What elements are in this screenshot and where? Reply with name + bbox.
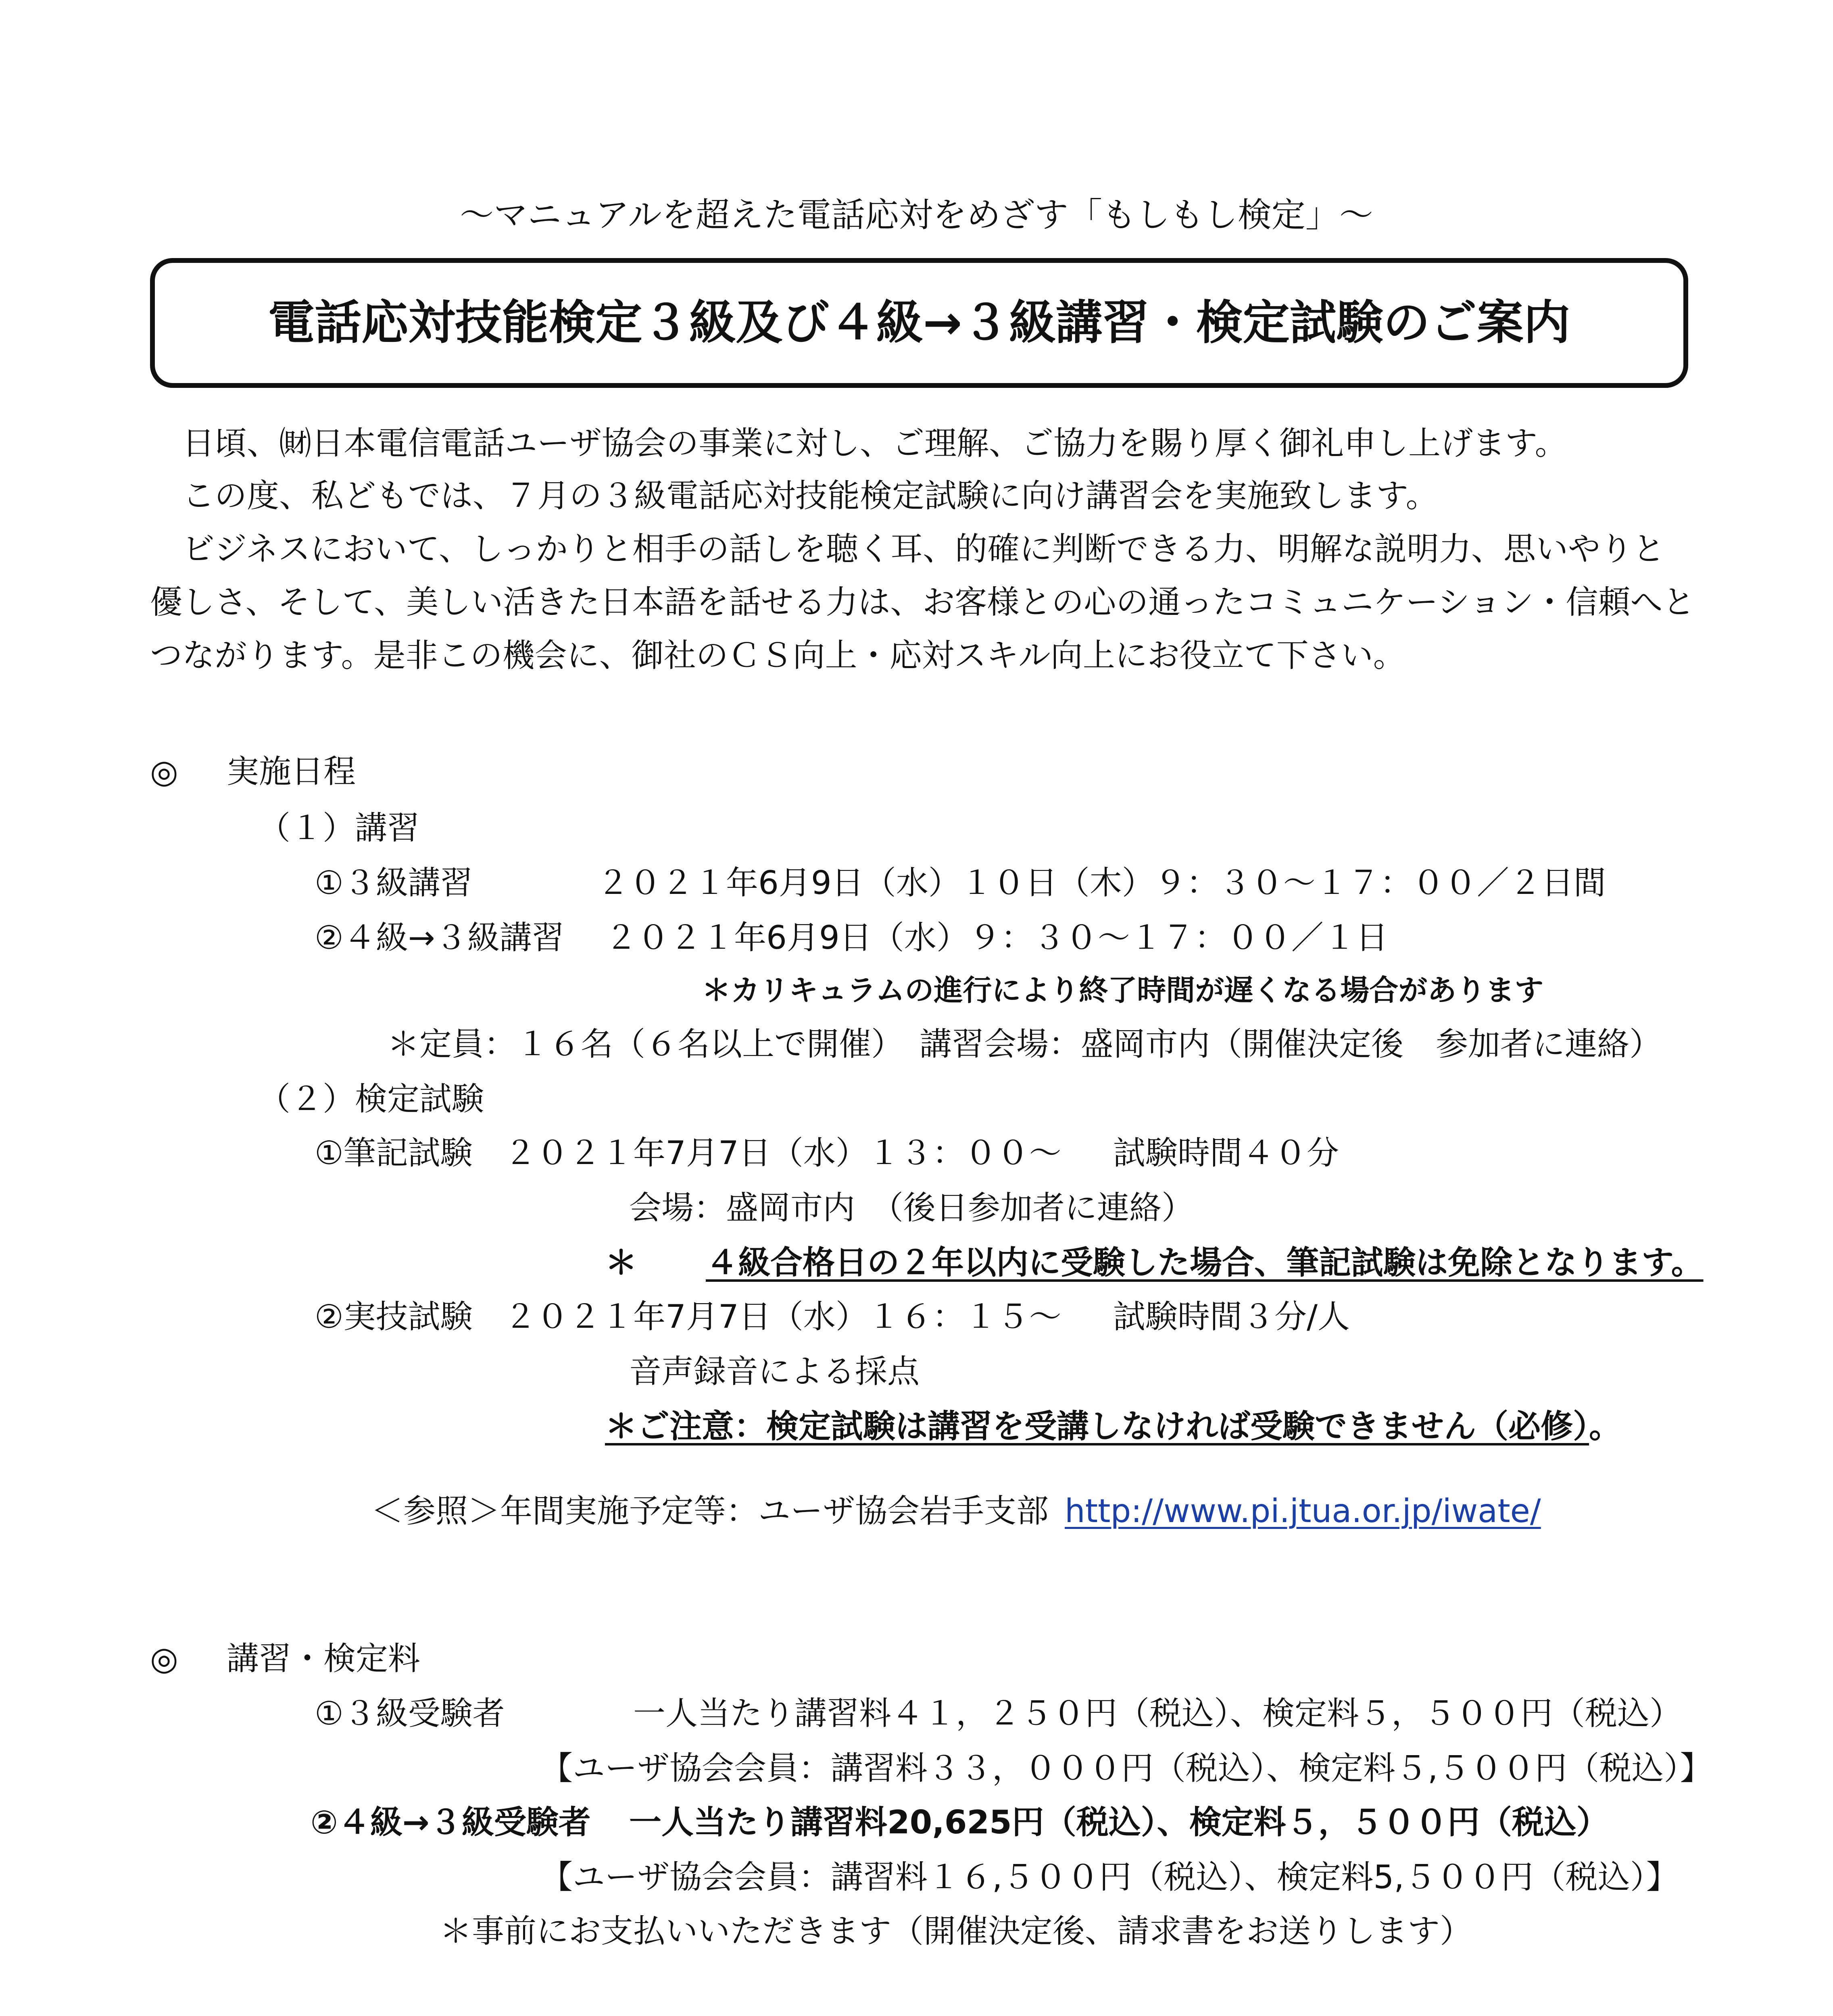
lecture-item-1-date: ２０２１年6月9日（水）１０日（木）９：３０～１７：００／２日間 bbox=[597, 864, 1606, 902]
required-course-note: ＊ご注意：検定試験は講習を受講しなければ受験できません（必修） bbox=[605, 1408, 1589, 1445]
fee-item-1-price: 一人当たり講習料４１，２５０円（税込）、検定料５，５００円（税込） bbox=[633, 1695, 1682, 1732]
written-exam-duration: 試験時間４０分 bbox=[1113, 1134, 1339, 1172]
intro-line-1: 日頃、㈶日本電信電話ユーザ協会の事業に対し、ご理解、ご協力を賜り厚く御礼申し上げます。 bbox=[182, 425, 1567, 462]
written-exam-label: ①筆記試験 bbox=[315, 1134, 473, 1172]
fee-item-2-label: ②４級→３級受験者 bbox=[311, 1804, 591, 1841]
written-exam-date: ２０２１年7月7日（水）１３：００～ bbox=[504, 1134, 1061, 1172]
fee-item-2-member-price: 【ユーザ協会会員：講習料１６,５００円（税込）、検定料5,５００円（税込）】 bbox=[540, 1858, 1679, 1896]
intro-line-2: この度、私どもでは、７月の３級電話応対技能検定試験に向け講習会を実施致します。 bbox=[182, 477, 1438, 514]
practical-exam-duration: 試験時間３分/人 bbox=[1113, 1298, 1350, 1335]
written-exam-note-mark: ＊ bbox=[605, 1244, 637, 1281]
practical-exam-label: ②実技試験 bbox=[315, 1298, 473, 1335]
schedule-title: 実施日程 bbox=[227, 753, 356, 790]
written-exam-venue: 会場：盛岡市内 （後日参加者に連絡） bbox=[629, 1189, 1194, 1227]
fees-title: 講習・検定料 bbox=[227, 1640, 420, 1677]
page-title: 電話応対技能検定３級及び４級→３級講習・検定試験のご案内 bbox=[268, 296, 1570, 350]
fee-item-2-price: 一人当たり講習料20,625円（税込）、検定料５，５００円（税込） bbox=[629, 1804, 1609, 1841]
payment-note: ＊事前にお支払いいただきます（開催決定後、請求書をお送りします） bbox=[440, 1912, 1472, 1950]
required-course-notice bbox=[605, 1406, 1621, 1447]
lecture-item-2-label: ②４級→３級講習 bbox=[315, 919, 564, 956]
fee-item-1-member-price: 【ユーザ協会会員：講習料３３，０００円（税込）、検定料５,５００円（税込）】 bbox=[540, 1749, 1712, 1787]
practical-exam-method: 音声録音による採点 bbox=[629, 1353, 920, 1390]
required-course-note-end: 。 bbox=[1589, 1408, 1621, 1445]
written-exam-exemption-note: ４級合格日の２年以内に受験した場合、筆記試験は免除となります。 bbox=[706, 1244, 1704, 1281]
schedule-heading bbox=[150, 752, 356, 792]
intro-line-4: 優しさ、そして、美しい活きた日本語を話せる力は、お客様との心の通ったコミュニケーション・信頼へと bbox=[150, 583, 1695, 621]
page-subtitle: ～マニュアルを超えた電話応対をめざす「もしもし検定」～ bbox=[460, 195, 1373, 235]
exam-heading: （２）検定試験 bbox=[258, 1080, 484, 1118]
intro-line-3: ビジネスにおいて、しっかりと相手の話しを聴く耳、的確に判断できる力、明解な説明力、思いやりと bbox=[182, 530, 1665, 568]
title-box bbox=[150, 258, 1688, 388]
fee-item-1-label: ①３級受験者 bbox=[315, 1695, 505, 1732]
lecture-heading: （１）講習 bbox=[258, 809, 419, 847]
fees-heading bbox=[150, 1639, 420, 1679]
lecture-item-2-date: ２０２１年6月9日（水）９：３０～１７：００／１日 bbox=[605, 919, 1388, 956]
capacity-note: ＊定員：１６名（６名以上で開催） 講習会場：盛岡市内（開催決定後 参加者に連絡） bbox=[387, 1025, 1662, 1063]
bullet-mark: ◎ bbox=[150, 753, 178, 790]
reference-label: ＜参照＞年間実施予定等：ユーザ協会岩手支部 bbox=[371, 1492, 1049, 1530]
reference-link[interactable]: http://www.pi.jtua.or.jp/iwate/ bbox=[1065, 1492, 1541, 1530]
intro-line-5: つながります。是非この機会に、御社のＣＳ向上・応対スキル向上にお役立て下さい。 bbox=[150, 637, 1406, 674]
practical-exam-date: ２０２１年7月7日（水）１６：１５～ bbox=[504, 1298, 1061, 1335]
curriculum-note: ＊カリキュラムの進行により終了時間が遅くなる場合があります bbox=[702, 973, 1544, 1007]
lecture-item-1-label: ①３級講習 bbox=[315, 864, 473, 902]
bullet-mark: ◎ bbox=[150, 1640, 178, 1677]
